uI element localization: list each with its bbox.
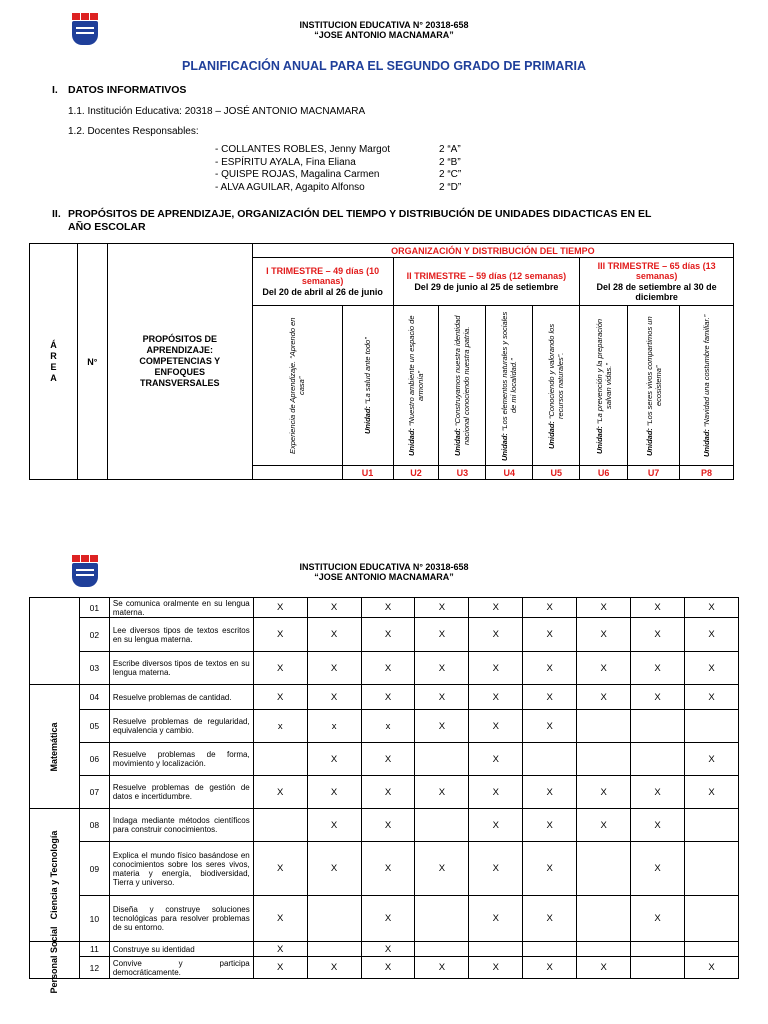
- competency-description: Escribe diversos tipos de textos en su lengua materna.: [109, 652, 253, 685]
- unit-mark: X: [361, 776, 415, 809]
- unit-mark: [684, 896, 738, 942]
- unit-mark: X: [631, 598, 685, 618]
- table-row: [30, 842, 739, 896]
- unit-mark: X: [631, 685, 685, 710]
- unit-mark: X: [469, 776, 523, 809]
- area-cell: [30, 598, 80, 685]
- area-name: Matemática: [49, 721, 60, 772]
- unit-prefix: Unidad:: [500, 432, 510, 461]
- competency-description: Resuelve problemas de cantidad.: [109, 685, 253, 710]
- unit-mark: X: [631, 618, 685, 652]
- teacher-row: [215, 144, 461, 157]
- unit-mark: X: [631, 842, 685, 896]
- unit-mark: X: [253, 942, 307, 957]
- unit-mark: X: [307, 685, 361, 710]
- table-row: [30, 896, 739, 942]
- section-number: I.: [52, 84, 58, 96]
- area-header: Á R E A: [30, 244, 78, 480]
- competency-number: 08: [79, 809, 109, 842]
- unit-mark: X: [415, 710, 469, 743]
- unit-mark: X: [684, 618, 738, 652]
- unit-mark: [631, 743, 685, 776]
- unit-mark: X: [361, 685, 415, 710]
- unit-mark: [415, 896, 469, 942]
- competency-description: Diseña y construye soluciones tecnológicas para resolver problemas de su entorno.: [109, 896, 253, 942]
- competency-description: Resuelve problemas de forma, movimiento y localización.: [109, 743, 253, 776]
- unit-prefix: Unidad:: [453, 427, 463, 456]
- unit-text: Experiencia de Aprendizaje. “Aprendo en casa”: [288, 317, 307, 454]
- unit-mark: X: [253, 896, 307, 942]
- unit-prefix: Unidad:: [702, 428, 712, 457]
- table-row: [30, 809, 739, 842]
- unit-text: “Navidad una costumbre familiar.”: [702, 314, 712, 429]
- unit-prefix: Unidad:: [547, 420, 557, 449]
- area-name: Ciencia y Tecnología: [49, 830, 60, 920]
- unit-mark: X: [469, 652, 523, 685]
- plan-table: [29, 243, 734, 480]
- unit-mark: X: [253, 776, 307, 809]
- competency-description: Resuelve problemas de regularidad, equivalencia y cambio.: [109, 710, 253, 743]
- unit-mark: [523, 743, 577, 776]
- teacher-class: 2 “A”: [439, 144, 461, 155]
- school-name: INSTITUCION EDUCATIVA N° 20318-658: [299, 562, 469, 572]
- purposes-header: PROPÓSITOS DE APRENDIZAJE: COMPETENCIAS Y ENFOQUES TRANSVERSALES: [107, 244, 252, 480]
- unit-mark: X: [361, 598, 415, 618]
- unit-mark: X: [577, 652, 631, 685]
- school-subname: “JOSE ANTONIO MACNAMARA”: [314, 30, 454, 40]
- unit-mark: X: [415, 957, 469, 979]
- unit-mark: X: [523, 598, 577, 618]
- unit-mark: X: [684, 685, 738, 710]
- unit-mark: X: [523, 896, 577, 942]
- unit-code: U4: [486, 466, 533, 480]
- competency-number: 03: [79, 652, 109, 685]
- unit-mark: X: [469, 809, 523, 842]
- unit-mark: X: [253, 618, 307, 652]
- trimester-range: Del 28 de setiembre al 30 de diciembre: [596, 281, 717, 302]
- unit-mark: [415, 809, 469, 842]
- table-row: [30, 618, 739, 652]
- unit-text: “Conociendo y valorando los recursos naturales”.: [547, 322, 566, 421]
- trimester-range: Del 29 de junio al 25 de setiembre: [414, 281, 559, 292]
- unit-mark: [631, 942, 685, 957]
- unit-mark: X: [361, 942, 415, 957]
- unit-mark: X: [361, 743, 415, 776]
- page-title: PLANIFICACIÓN ANUAL PARA EL SEGUNDO GRADO DE PRIMARIA: [182, 59, 586, 73]
- unit-mark: X: [523, 685, 577, 710]
- unit-mark: X: [307, 743, 361, 776]
- unit-mark: X: [523, 710, 577, 743]
- unit-code: P8: [680, 466, 734, 480]
- unit-mark: X: [577, 809, 631, 842]
- teacher-name: - ALVA AGUILAR, Agapito Alfonso: [215, 181, 365, 193]
- org-header: ORGANIZACIÓN Y DISTRIBUCIÓN DEL TIEMPO: [252, 244, 733, 258]
- num-header: N°: [77, 244, 107, 480]
- competency-number: 05: [79, 710, 109, 743]
- unit-cell: [680, 306, 734, 466]
- competency-description: Resuelve problemas de gestión de datos e incertidumbre.: [109, 776, 253, 809]
- unit-mark: [253, 743, 307, 776]
- unit-mark: X: [415, 652, 469, 685]
- competency-description: Indaga mediante métodos científicos para construir conocimientos.: [109, 809, 253, 842]
- section-line1: PROPÓSITOS DE APRENDIZAJE, ORGANIZACIÓN DEL TIEMPO Y DISTRIBUCIÓN DE UNIDADES DIDACTICAS EN EL: [68, 208, 652, 220]
- unit-code: U2: [393, 466, 439, 480]
- teacher-class: 2 “D”: [439, 181, 462, 193]
- unit-mark: X: [415, 776, 469, 809]
- unit-mark: X: [577, 776, 631, 809]
- unit-mark: X: [469, 598, 523, 618]
- teacher-row: [215, 156, 461, 170]
- unit-mark: X: [684, 776, 738, 809]
- competency-number: 10: [79, 896, 109, 942]
- competency-description: Construye su identidad: [109, 942, 253, 957]
- institution-line: 1.1. Institución Educativa: 20318 – JOSÉ ANTONIO MACNAMARA: [68, 106, 366, 117]
- table-row: [30, 598, 739, 618]
- table-row: [30, 743, 739, 776]
- trimester-cell: [393, 258, 580, 306]
- unit-mark: X: [631, 896, 685, 942]
- school-subname: “JOSE ANTONIO MACNAMARA”: [314, 572, 454, 582]
- unit-mark: X: [307, 809, 361, 842]
- competency-description: Lee diversos tipos de textos escritos en su lengua materna.: [109, 618, 253, 652]
- unit-mark: X: [307, 618, 361, 652]
- unit-mark: X: [577, 957, 631, 979]
- unit-mark: X: [415, 598, 469, 618]
- unit-mark: [684, 809, 738, 842]
- teacher-class: 2 “B”: [439, 156, 461, 168]
- unit-cell: [342, 306, 393, 466]
- unit-mark: X: [361, 809, 415, 842]
- unit-mark: X: [684, 598, 738, 618]
- unit-cell: [628, 306, 680, 466]
- unit-mark: X: [577, 598, 631, 618]
- unit-mark: X: [469, 957, 523, 979]
- unit-mark: X: [253, 598, 307, 618]
- competency-number: 07: [79, 776, 109, 809]
- table-row: [30, 942, 739, 957]
- unit-mark: X: [469, 842, 523, 896]
- unit-text: “Construyamos nuestra identidad nacional conociendo nuestra patria.: [453, 315, 472, 445]
- unit-prefix: Unidad:: [406, 427, 416, 456]
- unit-mark: X: [684, 652, 738, 685]
- table-row: [30, 710, 739, 743]
- unit-mark: X: [577, 685, 631, 710]
- teacher-name: - QUISPE ROJAS, Magalina Carmen: [215, 169, 380, 180]
- teacher-name: - ESPÍRITU AYALA, Fina Eliana: [215, 156, 356, 168]
- area-cell: [30, 685, 80, 809]
- unit-prefix: Unidad:: [363, 405, 373, 434]
- unit-cell: [486, 306, 533, 466]
- unit-mark: X: [684, 957, 738, 979]
- table-row: [30, 957, 739, 979]
- competency-description: Convive y participa democráticamente.: [109, 957, 253, 979]
- competency-number: 06: [79, 743, 109, 776]
- competency-number: 11: [79, 942, 109, 957]
- unit-mark: [684, 842, 738, 896]
- unit-mark: X: [415, 685, 469, 710]
- competency-number: 04: [79, 685, 109, 710]
- unit-mark: x: [307, 710, 361, 743]
- unit-text: “La salud ante todo”: [363, 337, 373, 406]
- competency-description: Explica el mundo físico basándose en conocimientos sobre los seres vivos, materia y energía, biodiversidad, Tierra y universo.: [109, 842, 253, 896]
- competency-number: 09: [79, 842, 109, 896]
- unit-mark: X: [253, 957, 307, 979]
- unit-code: U7: [628, 466, 680, 480]
- unit-mark: X: [307, 957, 361, 979]
- unit-mark: X: [631, 809, 685, 842]
- unit-code: [252, 466, 342, 480]
- unit-mark: X: [361, 957, 415, 979]
- unit-mark: X: [307, 598, 361, 618]
- unit-mark: [577, 896, 631, 942]
- unit-mark: X: [361, 896, 415, 942]
- unit-mark: X: [469, 685, 523, 710]
- unit-mark: X: [469, 618, 523, 652]
- school-header: [0, 20, 768, 40]
- unit-prefix: Unidad:: [594, 425, 604, 454]
- unit-mark: X: [253, 652, 307, 685]
- unit-mark: X: [523, 957, 577, 979]
- competency-description: Se comunica oralmente en su lengua materna.: [109, 598, 253, 618]
- unit-mark: X: [469, 896, 523, 942]
- unit-mark: [307, 942, 361, 957]
- unit-mark: X: [361, 652, 415, 685]
- unit-cell: [252, 306, 342, 466]
- school-name: INSTITUCION EDUCATIVA N° 20318-658: [299, 20, 469, 30]
- trimester-cell: [252, 258, 393, 306]
- unit-mark: [307, 896, 361, 942]
- unit-mark: [631, 957, 685, 979]
- unit-mark: [415, 942, 469, 957]
- unit-cell: [533, 306, 580, 466]
- section-label: DATOS INFORMATIVOS: [68, 84, 187, 96]
- unit-mark: X: [523, 776, 577, 809]
- section-datos: [52, 84, 186, 97]
- unit-text: “Los seres vivos compartimos un ecosistema”: [644, 315, 663, 428]
- unit-mark: X: [253, 842, 307, 896]
- unit-mark: x: [361, 710, 415, 743]
- unit-mark: X: [469, 743, 523, 776]
- unit-mark: X: [523, 809, 577, 842]
- unit-mark: X: [631, 652, 685, 685]
- competency-number: 01: [79, 598, 109, 618]
- unit-mark: X: [631, 776, 685, 809]
- unit-mark: [577, 842, 631, 896]
- unit-mark: [469, 942, 523, 957]
- unit-code: U1: [342, 466, 393, 480]
- table-row: [30, 776, 739, 809]
- area-name: Personal Social: [49, 926, 60, 994]
- unit-cell: [393, 306, 439, 466]
- school-header: [0, 562, 768, 582]
- unit-mark: X: [469, 710, 523, 743]
- unit-mark: X: [307, 652, 361, 685]
- teacher-row: [215, 169, 462, 182]
- unit-mark: X: [307, 776, 361, 809]
- area-cell: [30, 809, 80, 942]
- unit-prefix: Unidad:: [644, 427, 654, 456]
- section-number: II.: [52, 208, 61, 220]
- unit-mark: X: [253, 685, 307, 710]
- unit-code: U6: [580, 466, 628, 480]
- unit-mark: X: [523, 842, 577, 896]
- unit-mark: [253, 809, 307, 842]
- unit-mark: [577, 743, 631, 776]
- unit-text: “Nuestro ambiente un espacio de armonía”: [406, 315, 425, 428]
- section-line2: AÑO ESCOLAR: [68, 221, 146, 233]
- unit-mark: [577, 710, 631, 743]
- table-row: [30, 652, 739, 685]
- unit-mark: [684, 942, 738, 957]
- trimester-title: II TRIMESTRE – 59 días (12 semanas): [406, 271, 567, 281]
- unit-mark: [523, 942, 577, 957]
- unit-mark: X: [361, 618, 415, 652]
- unit-mark: [415, 743, 469, 776]
- teacher-name: - COLLANTES ROBLES, Jenny Margot: [215, 144, 391, 155]
- competency-number: 02: [79, 618, 109, 652]
- unit-cell: [580, 306, 628, 466]
- area-cell: [30, 926, 80, 994]
- trimester-title: III TRIMESTRE – 65 días (13 semanas): [597, 260, 716, 281]
- teacher-row: [215, 181, 462, 195]
- unit-cell: [439, 306, 486, 466]
- unit-text: “La prevención y la preparación salvan vidas.”: [594, 317, 613, 426]
- unit-mark: X: [307, 842, 361, 896]
- unit-mark: X: [415, 618, 469, 652]
- competency-number: 12: [79, 957, 109, 979]
- unit-mark: X: [684, 743, 738, 776]
- teacher-class: 2 “C”: [439, 169, 462, 180]
- unit-mark: X: [523, 618, 577, 652]
- unit-mark: [577, 942, 631, 957]
- competency-table: [29, 597, 739, 994]
- unit-mark: [631, 710, 685, 743]
- trimester-cell: [580, 258, 734, 306]
- trimester-title: I TRIMESTRE – 49 días (10 semanas): [266, 265, 380, 287]
- unit-mark: X: [523, 652, 577, 685]
- table-row: [30, 685, 739, 710]
- unit-text: “Los elementos naturales y sociales de mi localidad.”: [500, 310, 519, 433]
- teachers-label: 1.2. Docentes Responsables:: [68, 126, 199, 137]
- trimester-range: Del 20 de abril al 26 de junio: [262, 286, 383, 297]
- unit-code: U3: [439, 466, 486, 480]
- unit-mark: x: [253, 710, 307, 743]
- unit-mark: X: [361, 842, 415, 896]
- unit-mark: X: [577, 618, 631, 652]
- unit-code: U5: [533, 466, 580, 480]
- section-propositos: [52, 208, 732, 234]
- unit-mark: X: [415, 842, 469, 896]
- unit-mark: [684, 710, 738, 743]
